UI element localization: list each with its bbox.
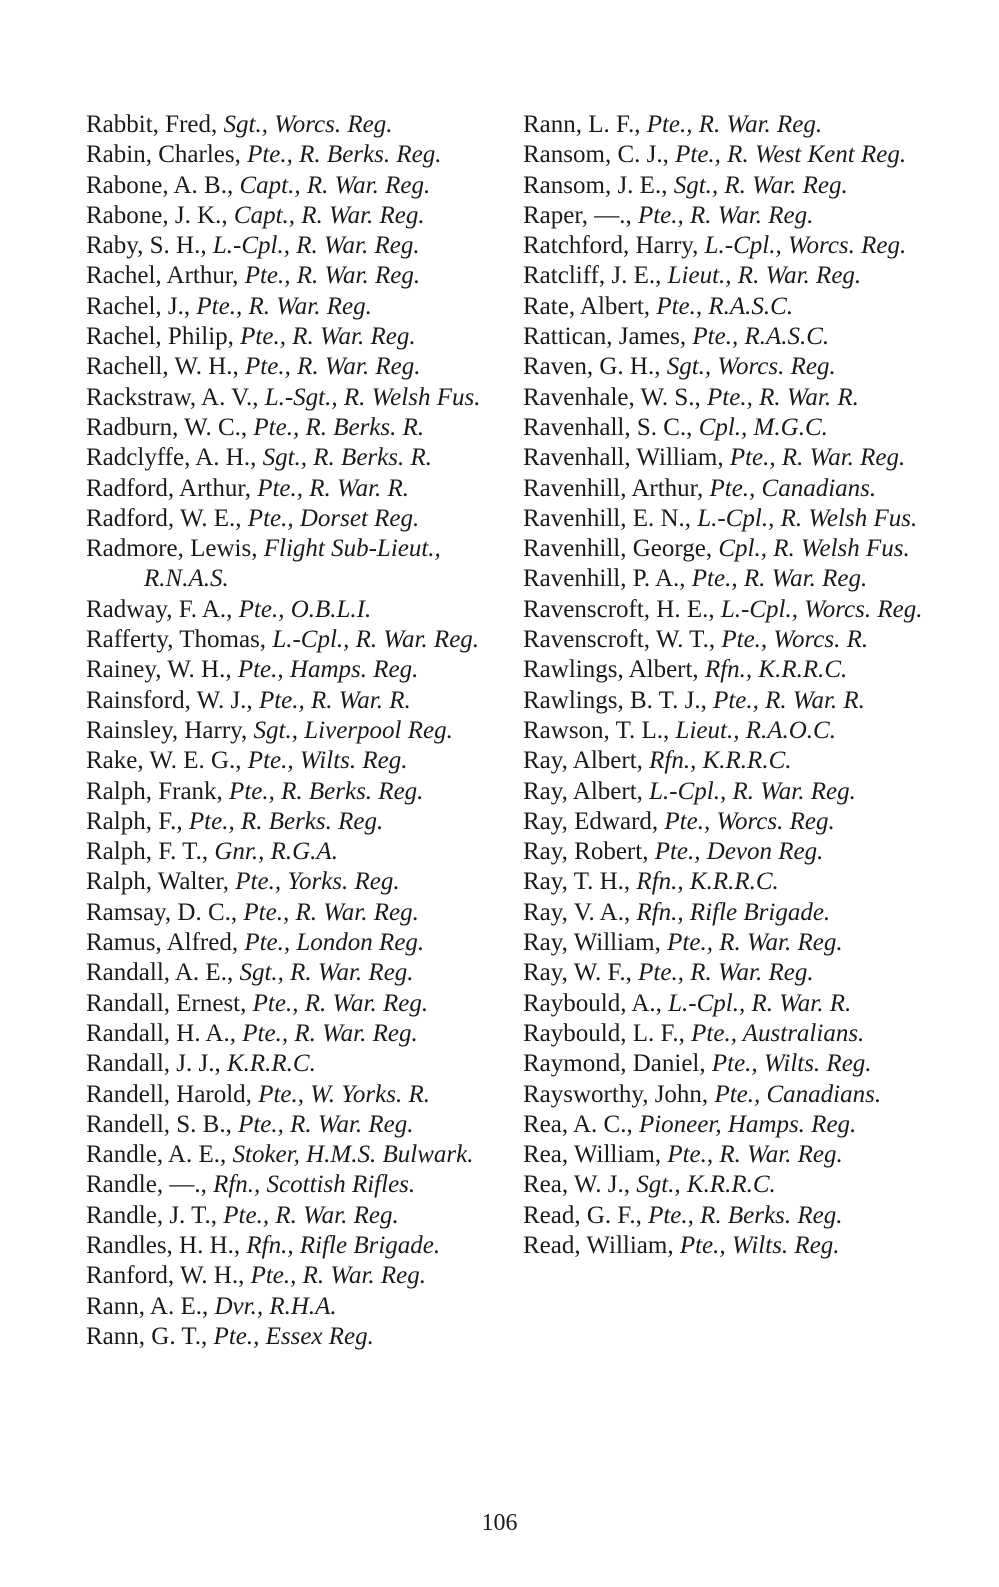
entry-rank-unit: K.R.R.C. [226,1050,316,1078]
entry-name: Ravenhill, P. A., [523,565,692,593]
entry-name: Ray, W. F., [523,959,639,987]
entry-name: Ralph, Frank, [86,777,230,805]
entry-name: Ravenhill, Arthur, [523,474,710,502]
entry-name: Ravenhill, George, [523,535,719,563]
roll-entry [86,595,506,625]
entry-name: Rann, L. F., [523,111,647,138]
entry-name: Rainsford, W. J., [86,686,259,714]
roll-entry [523,292,943,322]
roll-entry [523,201,943,231]
entry-rank-unit: Rfn., K.R.R.C. [636,868,779,896]
entry-name: Randell, Harold, [86,1080,259,1108]
entry-rank-unit: L.-Cpl., R. War. R. [668,989,852,1017]
entry-name: Rachell, W. H., [86,353,246,381]
roll-entry [523,504,943,534]
entry-name: Read, William, [523,1231,680,1259]
entry-name: Ratcliff, J. E., [523,262,668,290]
entry-name: Radmore, Lewis, [86,535,264,563]
roll-entry [86,898,506,928]
roll-entry [523,474,943,504]
roll-entry [523,140,943,170]
entry-name: Ray, Albert, [523,747,650,775]
roll-entry [86,1292,506,1322]
roll-entry [86,746,506,776]
entry-name: Rann, G. T., [86,1322,214,1350]
entry-name: Rachel, Philip, [86,323,241,351]
entry-rank-unit: Sgt., R. War. Reg. [673,171,848,199]
roll-entry [86,716,506,746]
entry-rank-unit: Rfn., Rifle Brigade. [246,1231,441,1259]
roll-entry [86,413,506,443]
entry-rank-unit: Pte., R. War. R. [257,474,410,502]
entry-rank-unit: Pte., R. War. Reg. [238,1110,414,1138]
entry-name: Ralph, Walter, [86,868,236,896]
roll-entry [523,1201,943,1231]
roll-entry [86,231,506,261]
entry-name: Rea, William, [523,1141,668,1169]
entry-name: Ray, Albert, [523,777,650,805]
entry-rank-unit: Lieut., R.A.O.C. [675,716,836,744]
entry-name: Ranford, W. H., [86,1262,251,1290]
entry-name: Raybould, A., [523,989,669,1017]
right-column [523,110,943,1261]
entry-name: Rabone, A. B., [86,171,240,199]
entry-name: Randall, A. E., [86,959,240,987]
entry-rank-unit: Pte., Canadians. [714,1080,882,1108]
entry-rank-unit: Pte., R. War. Reg. [729,444,906,472]
roll-entry [86,1080,506,1110]
entry-rank-unit: Dvr., R.H.A. [214,1292,337,1320]
entry-name: Rawlings, B. T. J., [523,686,714,714]
roll-entry [86,171,506,201]
roll-entry [523,1019,943,1049]
roll-entry [523,352,943,382]
roll-entry [86,140,506,170]
entry-name: Rainey, W. H., [86,656,238,684]
entry-rank-unit: Pte., Wilts. Reg. [247,747,408,775]
entry-name: Rafferty, Thomas, [86,626,273,654]
entry-rank-unit: Pte., R. War. Reg. [638,959,814,987]
entry-rank-unit: Rfn., K.R.R.C. [649,747,792,775]
roll-entry [86,625,506,655]
roll-entry [523,716,943,746]
entry-name: Read, G. F., [523,1201,649,1229]
entry-rank-unit: Pte., R. War. Reg. [250,1262,427,1290]
roll-entry [523,261,943,291]
roll-entry [86,261,506,291]
entry-rank-unit: Cpl., M.G.C. [698,413,828,441]
entry-rank-unit: Pte., R. Berks. Reg. [188,807,384,835]
entry-rank-unit: Pte., R. Berks. Reg. [247,141,442,169]
roll-entry [86,928,506,958]
entry-name: Ratchford, Harry, [523,232,705,260]
roll-entry [523,867,943,897]
entry-rank-unit: Pte., R. War. Reg. [242,1019,418,1047]
entry-rank-unit: Sgt., K.R.R.C. [636,1171,776,1199]
roll-entry [523,1231,943,1261]
roll-entry [523,1140,943,1170]
entry-name: Randles, H. H., [86,1231,247,1259]
entry-name: Ransom, J. E., [523,171,674,199]
entry-name: Ravenhill, E. N., [523,504,698,532]
entry-rank-unit: Pte., R. War. R. [713,686,865,714]
left-column [86,110,506,1352]
entry-name: Randall, Ernest, [86,989,253,1017]
roll-entry [86,322,506,352]
roll-entry [523,989,943,1019]
entry-rank-unit: Pte., R. War. Reg. [691,565,868,593]
entry-rank-unit: L.-Cpl., Worcs. Reg. [720,595,923,623]
entry-rank-unit: Pte., R. War. Reg. [637,201,814,229]
entry-rank-unit: Pte., Dorset Reg. [247,504,420,532]
roll-entry [523,928,943,958]
roll-entry [86,1110,506,1140]
entry-name: Rabin, Charles, [86,141,248,169]
entry-name: Ralph, F., [86,807,189,835]
entry-name: Rea, A. C., [523,1110,639,1138]
entry-name: Rawson, T. L., [523,716,676,744]
entry-rank-unit: L.-Cpl., Worcs. Reg. [704,232,907,260]
entry-rank-unit: Flight Sub-Lieut., R.N.A.S. [144,535,441,593]
entry-name: Radclyffe, A. H., [86,444,263,472]
entry-rank-unit: Pte., W. Yorks. R. [258,1080,430,1108]
entry-name: Rainsley, Harry, [86,716,254,744]
roll-entry [523,746,943,776]
entry-name: Ramsay, D. C., [86,898,244,926]
roll-entry [523,958,943,988]
roll-entry [523,655,943,685]
entry-name: Randle, J. T., [86,1201,224,1229]
entry-rank-unit: Pte., Hamps. Reg. [237,656,419,684]
roll-entry [523,564,943,594]
entry-rank-unit: L.-Sgt., R. Welsh Fus. [264,383,481,411]
entry-name: Randle, A. E., [86,1141,233,1169]
page-number: 106 [481,1510,518,1536]
entry-name: Rawlings, Albert, [523,656,705,684]
entry-name: Rachel, J., [86,292,197,320]
entry-rank-unit: Rfn., K.R.R.C. [704,656,848,684]
entry-rank-unit: Pte., R. War. Reg. [240,323,416,351]
roll-entry [86,474,506,504]
entry-name: Randall, H. A., [86,1019,243,1047]
roll-entry [86,655,506,685]
entry-rank-unit: Pte., Wilts. Reg. [711,1050,872,1078]
roll-entry [86,686,506,716]
entry-name: Rachel, Arthur, [86,262,245,290]
entry-name: Raysworthy, John, [523,1080,715,1108]
entry-rank-unit: Pte., R. War. R. [258,686,411,714]
roll-entry [523,1110,943,1140]
entry-rank-unit: Pte., R. War. R. [707,383,859,411]
entry-name: Raven, G. H., [523,353,667,381]
entry-name: Radford, Arthur, [86,474,258,502]
entry-rank-unit: Pte., R. West Kent Reg. [675,141,907,169]
roll-entry [523,625,943,655]
entry-name: Ray, T. H., [523,868,637,896]
entry-rank-unit: L.-Cpl., R. War. Reg. [272,626,480,654]
roll-entry [86,504,506,534]
entry-rank-unit: Pte., R. War. Reg. [223,1201,399,1229]
roll-entry [523,1080,943,1110]
roll-entry [86,807,506,837]
entry-name: Rake, W. E. G., [86,747,248,775]
roll-entry [86,1322,506,1352]
entry-rank-unit: Pte., R. Berks. Reg. [648,1201,843,1229]
entry-name: Ramus, Alfred, [86,929,245,957]
roll-entry [86,201,506,231]
roll-entry [86,292,506,322]
entry-rank-unit: Cpl., R. Welsh Fus. [718,535,910,563]
roll-entry [86,1231,506,1261]
entry-rank-unit: L.-Cpl., R. War. Reg. [649,777,856,805]
roll-entry [523,686,943,716]
roll-entry [523,807,943,837]
roll-entry [523,443,943,473]
entry-rank-unit: L.-Cpl., R. Welsh Fus. [697,504,918,532]
entry-name: Raby, S. H., [86,232,213,260]
entry-name: Randell, S. B., [86,1110,239,1138]
roll-entry [86,352,506,382]
entry-rank-unit: Gnr., R.G.A. [214,838,338,866]
entry-name: Randall, J. J., [86,1050,227,1078]
roll-entry [523,322,943,352]
entry-name: Ralph, F. T., [86,838,215,866]
roll-entry [86,1049,506,1079]
entry-rank-unit: Rfn., Rifle Brigade. [636,898,831,926]
roll-entry [86,1140,506,1170]
roll-entry [523,1170,943,1200]
entry-rank-unit: Pte., R. War. Reg. [667,929,843,957]
entry-name: Rate, Albert, [523,292,657,320]
entry-name: Ravenhale, W. S., [523,383,708,411]
entry-name: Ravenscroft, W. T., [523,626,722,654]
entry-name: Raymond, Daniel, [523,1050,712,1078]
entry-rank-unit: Pte., R. War. Reg. [243,898,419,926]
entry-rank-unit: Sgt., Worcs. Reg. [666,353,836,381]
roll-entry [86,958,506,988]
entry-rank-unit: Pte., R. War. Reg. [244,262,421,290]
entry-rank-unit: Sgt., R. War. Reg. [239,959,414,987]
entry-name: Raybould, L. F., [523,1019,692,1047]
entry-rank-unit: Rfn., Scottish Rifles. [213,1171,416,1199]
entry-name: Rackstraw, A. V., [86,383,265,411]
roll-entry [86,989,506,1019]
entry-name: Rabbit, Fred, [86,111,224,138]
roll-entry [523,231,943,261]
entry-name: Ray, Robert, [523,838,655,866]
entry-rank-unit: Stoker, H.M.S. Bulwark. [232,1141,474,1169]
roll-entry [523,383,943,413]
entry-name: Ray, William, [523,929,668,957]
roll-entry [86,443,506,473]
roll-entry [523,171,943,201]
roll-entry [86,383,506,413]
roll-entry [523,413,943,443]
roll-entry [523,777,943,807]
entry-rank-unit: Pte., R. Berks. R. [253,413,425,441]
entry-rank-unit: Pte., R.A.S.C. [692,323,830,351]
entry-name: Ravenhall, S. C., [523,413,699,441]
entry-rank-unit: Capt., R. War. Reg. [239,171,431,199]
entry-rank-unit: Sgt., Worcs. Reg. [223,111,393,138]
roll-entry [86,1019,506,1049]
entry-rank-unit: Pte., R. Berks. Reg. [229,777,424,805]
entry-name: Ray, Edward, [523,807,665,835]
roll-entry [86,1261,506,1291]
entry-rank-unit: Pte., R. War. Reg. [252,989,429,1017]
roll-entry [523,595,943,625]
roll-entry [86,110,506,140]
entry-rank-unit: Pte., R. War. Reg. [245,353,421,381]
entry-name: Raper, —., [523,201,638,229]
entry-rank-unit: Pte., R. War. Reg. [196,292,372,320]
entry-name: Radford, W. E., [86,504,248,532]
roll-entry [86,867,506,897]
roll-entry [523,1049,943,1079]
entry-name: Ravenhall, William, [523,444,730,472]
entry-rank-unit: Capt., R. War. Reg. [233,201,425,229]
roll-entry [86,1170,506,1200]
roll-entry [86,1201,506,1231]
entry-rank-unit: Pte., Worcs. R. [721,626,869,654]
entry-rank-unit: Sgt., Liverpool Reg. [253,716,453,744]
entry-rank-unit: Pte., London Reg. [244,929,425,957]
entry-name: Ravenscroft, H. E., [523,595,721,623]
roll-entry [86,837,506,867]
entry-name: Rattican, James, [523,323,693,351]
entry-rank-unit: Pioneer, Hamps. Reg. [638,1110,857,1138]
roll-entry [86,777,506,807]
entry-rank-unit: L.-Cpl., R. War. Reg. [212,232,420,260]
entry-rank-unit: Pte., O.B.L.I. [238,595,372,623]
entry-name: Ransom, C. J., [523,141,676,169]
entry-name: Ray, V. A., [523,898,637,926]
entry-rank-unit: Pte., Canadians. [709,474,877,502]
entry-rank-unit: Pte., Essex Reg. [213,1322,374,1350]
entry-rank-unit: Lieut., R. War. Reg. [667,262,862,290]
entry-name: Rabone, J. K., [86,201,234,229]
entry-name: Rea, W. J., [523,1171,637,1199]
entry-name: Rann, A. E., [86,1292,215,1320]
entry-rank-unit: Pte., R. War. Reg. [667,1141,843,1169]
entry-rank-unit: Pte., Australians. [691,1019,865,1047]
roll-entry [523,534,943,564]
entry-rank-unit: Pte., Yorks. Reg. [235,868,400,896]
entry-rank-unit: Pte., Devon Reg. [654,838,824,866]
entry-name: Radburn, W. C., [86,413,254,441]
roll-entry [86,534,506,595]
roll-entry [523,837,943,867]
entry-rank-unit: Pte., Worcs. Reg. [664,807,835,835]
entry-rank-unit: Pte., R. War. Reg. [646,111,823,138]
entry-rank-unit: Pte., Wilts. Reg. [679,1231,840,1259]
roll-entry [523,898,943,928]
entry-name: Radway, F. A., [86,595,239,623]
entry-name: Randle, —., [86,1171,214,1199]
entry-rank-unit: Pte., R.A.S.C. [656,292,794,320]
entry-rank-unit: Sgt., R. Berks. R. [262,444,433,472]
roll-entry [523,110,943,140]
